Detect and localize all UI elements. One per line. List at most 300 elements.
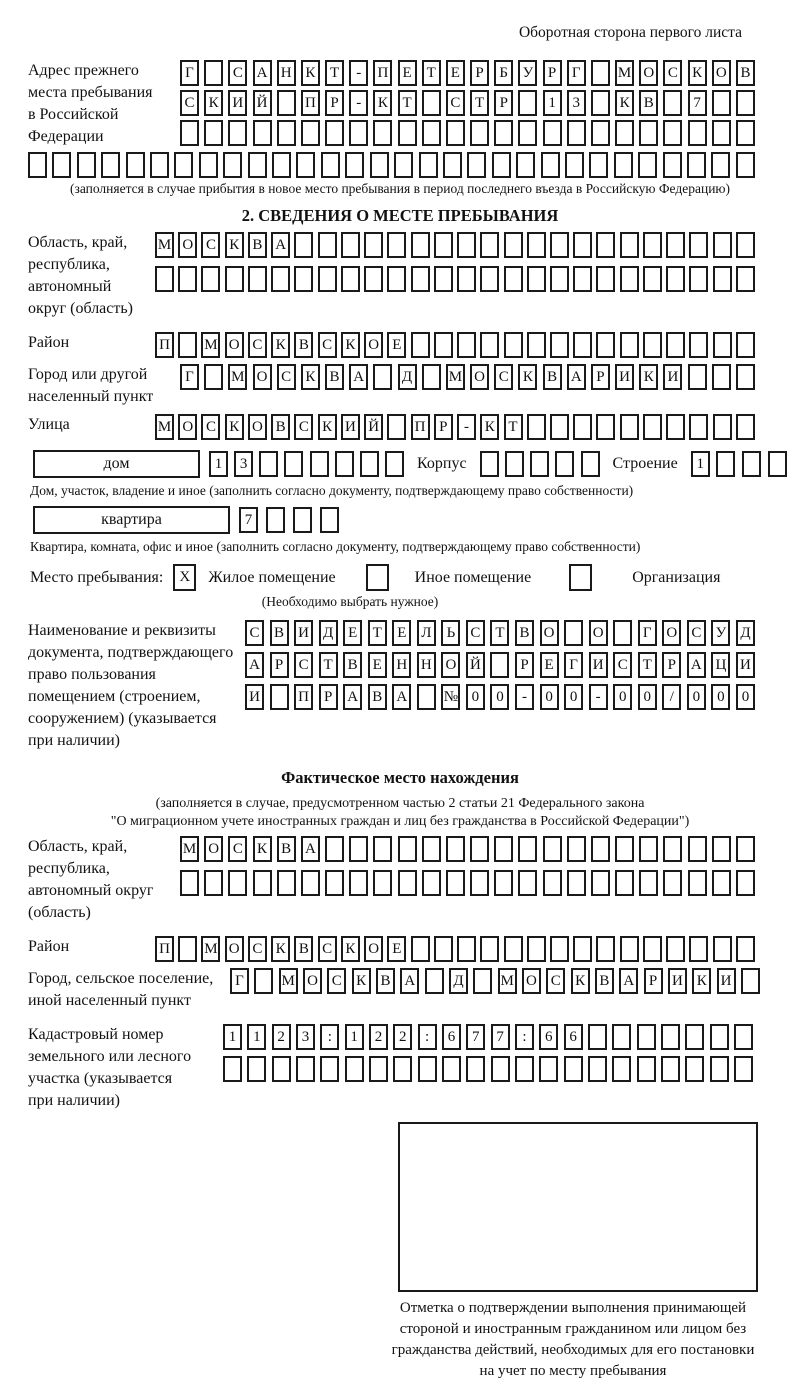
char-box[interactable] [666,232,685,258]
char-box[interactable] [637,1056,656,1082]
char-box[interactable] [541,152,560,178]
char-box[interactable] [411,232,430,258]
char-box[interactable]: К [225,414,244,440]
char-box[interactable]: № [441,684,460,710]
char-box[interactable] [492,152,511,178]
char-box[interactable] [434,266,453,292]
char-box[interactable]: С [327,968,346,994]
char-box[interactable] [398,120,417,146]
char-box[interactable] [228,870,247,896]
char-box[interactable] [550,232,569,258]
char-box[interactable] [639,120,658,146]
char-box[interactable]: А [301,836,320,862]
char-box[interactable] [736,332,755,358]
char-box[interactable] [335,451,354,477]
char-box[interactable] [373,364,392,390]
char-box[interactable] [446,120,465,146]
char-box[interactable] [688,120,707,146]
char-box[interactable]: Г [564,652,583,678]
char-box[interactable] [612,1024,631,1050]
char-box[interactable] [178,266,197,292]
char-box[interactable] [734,1024,753,1050]
char-box[interactable]: Р [319,684,338,710]
char-box[interactable] [543,836,562,862]
char-box[interactable] [341,232,360,258]
char-box[interactable] [434,332,453,358]
char-box[interactable] [573,266,592,292]
char-box[interactable] [663,90,682,116]
char-box[interactable] [491,1056,510,1082]
char-box[interactable] [320,507,339,533]
char-box[interactable]: Е [387,936,406,962]
char-box[interactable] [294,266,313,292]
char-box[interactable] [713,332,732,358]
char-box[interactable]: С [180,90,199,116]
char-box[interactable]: В [736,60,755,86]
char-box[interactable] [467,152,486,178]
char-box[interactable]: П [155,936,174,962]
char-box[interactable] [446,836,465,862]
char-box[interactable]: Д [449,968,468,994]
char-box[interactable]: 1 [223,1024,242,1050]
char-box[interactable]: - [457,414,476,440]
char-box[interactable]: О [639,60,658,86]
char-box[interactable] [518,120,537,146]
char-box[interactable] [373,836,392,862]
char-box[interactable]: Е [392,620,411,646]
char-box[interactable]: 6 [564,1024,583,1050]
char-box[interactable]: 3 [296,1024,315,1050]
char-box[interactable] [527,414,546,440]
char-box[interactable]: И [615,364,634,390]
char-box[interactable]: : [418,1024,437,1050]
char-box[interactable]: О [589,620,608,646]
char-box[interactable] [643,232,662,258]
char-box[interactable]: К [692,968,711,994]
char-box[interactable]: 7 [491,1024,510,1050]
char-box[interactable] [470,836,489,862]
char-box[interactable] [539,1056,558,1082]
char-box[interactable] [341,266,360,292]
char-box[interactable]: Т [368,620,387,646]
char-box[interactable]: Й [253,90,272,116]
char-box[interactable] [666,266,685,292]
char-box[interactable]: К [518,364,537,390]
char-box[interactable]: Т [398,90,417,116]
char-box[interactable]: А [253,60,272,86]
char-box[interactable] [596,936,615,962]
char-box[interactable] [768,451,787,477]
char-box[interactable]: 1 [345,1024,364,1050]
char-box[interactable]: М [615,60,634,86]
char-box[interactable] [620,332,639,358]
char-box[interactable] [373,120,392,146]
char-box[interactable] [398,870,417,896]
char-box[interactable]: И [663,364,682,390]
char-box[interactable]: Г [180,60,199,86]
char-box[interactable] [573,332,592,358]
char-box[interactable]: Е [343,620,362,646]
char-box[interactable]: Е [446,60,465,86]
char-box[interactable]: С [201,414,220,440]
char-box[interactable]: 1 [247,1024,266,1050]
char-box[interactable] [567,870,586,896]
char-box[interactable]: П [155,332,174,358]
char-box[interactable] [567,120,586,146]
char-box[interactable]: Т [490,620,509,646]
char-box[interactable] [688,836,707,862]
char-box[interactable] [204,364,223,390]
char-box[interactable]: М [228,364,247,390]
char-box[interactable] [543,870,562,896]
char-box[interactable]: Е [398,60,417,86]
char-box[interactable] [248,266,267,292]
char-box[interactable] [689,332,708,358]
char-box[interactable]: А [343,684,362,710]
char-box[interactable]: О [204,836,223,862]
char-box[interactable]: Ь [441,620,460,646]
char-box[interactable] [490,652,509,678]
char-box[interactable] [550,936,569,962]
char-box[interactable]: Е [387,332,406,358]
char-box[interactable]: С [248,936,267,962]
char-box[interactable] [178,936,197,962]
char-box[interactable] [555,451,574,477]
char-box[interactable] [527,232,546,258]
char-box[interactable] [320,1056,339,1082]
char-box[interactable]: К [225,232,244,258]
char-box[interactable] [518,870,537,896]
char-box[interactable] [443,152,462,178]
char-box[interactable]: Т [470,90,489,116]
char-box[interactable]: 0 [687,684,706,710]
char-box[interactable] [685,1024,704,1050]
char-box[interactable]: 0 [490,684,509,710]
char-box[interactable] [364,232,383,258]
char-box[interactable]: О [712,60,731,86]
char-box[interactable]: Д [398,364,417,390]
char-box[interactable]: К [615,90,634,116]
char-box[interactable] [349,870,368,896]
char-box[interactable]: К [373,90,392,116]
char-box[interactable] [596,414,615,440]
char-box[interactable] [639,870,658,896]
char-box[interactable]: О [364,332,383,358]
char-box[interactable]: 7 [688,90,707,116]
char-box[interactable] [564,620,583,646]
char-box[interactable] [296,1056,315,1082]
char-box[interactable] [425,968,444,994]
char-box[interactable] [310,451,329,477]
char-box[interactable]: В [368,684,387,710]
char-box[interactable]: Р [543,60,562,86]
char-box[interactable]: К [480,414,499,440]
char-box[interactable] [736,232,755,258]
char-box[interactable] [248,152,267,178]
char-box[interactable] [661,1024,680,1050]
char-box[interactable]: 0 [466,684,485,710]
char-box[interactable] [422,90,441,116]
char-box[interactable] [457,936,476,962]
char-box[interactable] [442,1056,461,1082]
char-box[interactable] [434,232,453,258]
char-box[interactable]: Е [368,652,387,678]
char-box[interactable]: / [662,684,681,710]
char-box[interactable] [663,152,682,178]
char-box[interactable]: А [245,652,264,678]
char-box[interactable]: И [228,90,247,116]
char-box[interactable]: А [349,364,368,390]
char-box[interactable]: С [446,90,465,116]
checkbox-organization[interactable] [569,564,592,591]
char-box[interactable]: : [320,1024,339,1050]
char-box[interactable] [301,120,320,146]
char-box[interactable]: О [441,652,460,678]
char-box[interactable]: Н [392,652,411,678]
char-box[interactable]: Й [466,652,485,678]
char-box[interactable]: И [736,652,755,678]
char-box[interactable]: В [543,364,562,390]
char-box[interactable] [716,451,735,477]
char-box[interactable] [736,936,755,962]
apartment-field-box[interactable] [33,506,230,534]
char-box[interactable]: С [228,60,247,86]
char-box[interactable] [588,1056,607,1082]
char-box[interactable] [688,364,707,390]
char-box[interactable] [596,232,615,258]
char-box[interactable]: С [245,620,264,646]
char-box[interactable]: Й [364,414,383,440]
char-box[interactable] [411,332,430,358]
char-box[interactable] [591,120,610,146]
char-box[interactable] [369,1056,388,1082]
char-box[interactable] [480,266,499,292]
char-box[interactable] [457,232,476,258]
char-box[interactable] [712,870,731,896]
char-box[interactable]: К [253,836,272,862]
char-box[interactable]: Б [494,60,513,86]
char-box[interactable]: 0 [613,684,632,710]
char-box[interactable] [398,836,417,862]
char-box[interactable] [296,152,315,178]
char-box[interactable] [711,152,730,178]
char-box[interactable]: К [639,364,658,390]
char-box[interactable]: 0 [638,684,657,710]
char-box[interactable] [663,120,682,146]
char-box[interactable]: Т [504,414,523,440]
char-box[interactable] [588,1024,607,1050]
char-box[interactable]: В [343,652,362,678]
char-box[interactable]: 1 [209,451,228,477]
char-box[interactable]: Р [494,90,513,116]
char-box[interactable] [394,152,413,178]
char-box[interactable]: М [498,968,517,994]
char-box[interactable] [349,120,368,146]
char-box[interactable] [321,152,340,178]
char-box[interactable]: Д [736,620,755,646]
char-box[interactable]: А [687,652,706,678]
char-box[interactable]: И [341,414,360,440]
char-box[interactable]: В [376,968,395,994]
char-box[interactable] [417,684,436,710]
char-box[interactable] [638,152,657,178]
char-box[interactable] [126,152,145,178]
char-box[interactable]: С [663,60,682,86]
char-box[interactable] [199,152,218,178]
char-box[interactable] [387,414,406,440]
char-box[interactable] [564,1056,583,1082]
char-box[interactable]: С [318,332,337,358]
char-box[interactable] [713,266,732,292]
char-box[interactable] [527,936,546,962]
house-field-box[interactable] [33,450,200,478]
char-box[interactable]: 1 [543,90,562,116]
char-box[interactable]: К [271,936,290,962]
char-box[interactable] [272,152,291,178]
char-box[interactable] [419,152,438,178]
char-box[interactable]: И [294,620,313,646]
char-box[interactable] [370,152,389,178]
char-box[interactable]: Т [325,60,344,86]
char-box[interactable]: - [515,684,534,710]
char-box[interactable] [494,836,513,862]
char-box[interactable]: О [225,332,244,358]
char-box[interactable]: К [204,90,223,116]
char-box[interactable] [543,120,562,146]
char-box[interactable]: К [341,936,360,962]
char-box[interactable]: В [248,232,267,258]
char-box[interactable] [345,1056,364,1082]
char-box[interactable] [710,1056,729,1082]
char-box[interactable]: О [178,414,197,440]
char-box[interactable] [434,936,453,962]
char-box[interactable] [504,936,523,962]
char-box[interactable]: В [515,620,534,646]
char-box[interactable] [713,936,732,962]
char-box[interactable]: С [546,968,565,994]
char-box[interactable] [620,936,639,962]
char-box[interactable]: А [271,232,290,258]
char-box[interactable] [155,266,174,292]
char-box[interactable]: 3 [567,90,586,116]
char-box[interactable] [180,120,199,146]
char-box[interactable]: В [277,836,296,862]
char-box[interactable]: Л [417,620,436,646]
char-box[interactable]: Н [417,652,436,678]
char-box[interactable]: И [668,968,687,994]
char-box[interactable]: - [589,684,608,710]
char-box[interactable] [277,120,296,146]
char-box[interactable] [422,120,441,146]
char-box[interactable] [470,870,489,896]
char-box[interactable]: С [294,652,313,678]
char-box[interactable]: С [494,364,513,390]
char-box[interactable]: Р [591,364,610,390]
char-box[interactable] [271,266,290,292]
char-box[interactable] [527,266,546,292]
char-box[interactable] [550,414,569,440]
char-box[interactable] [480,451,499,477]
char-box[interactable] [325,120,344,146]
char-box[interactable]: М [446,364,465,390]
char-box[interactable] [663,870,682,896]
char-box[interactable] [736,364,755,390]
char-box[interactable] [613,620,632,646]
char-box[interactable]: 2 [369,1024,388,1050]
char-box[interactable]: 3 [234,451,253,477]
char-box[interactable] [736,152,755,178]
char-box[interactable] [178,332,197,358]
char-box[interactable]: 1 [691,451,710,477]
char-box[interactable] [270,684,289,710]
char-box[interactable] [550,266,569,292]
char-box[interactable] [422,364,441,390]
char-box[interactable] [515,1056,534,1082]
char-box[interactable]: П [411,414,430,440]
char-box[interactable]: Д [319,620,338,646]
char-box[interactable] [223,1056,242,1082]
char-box[interactable] [666,414,685,440]
char-box[interactable] [457,266,476,292]
char-box[interactable]: О [522,968,541,994]
char-box[interactable]: Р [325,90,344,116]
char-box[interactable]: О [364,936,383,962]
char-box[interactable]: А [619,968,638,994]
char-box[interactable] [550,332,569,358]
char-box[interactable]: С [248,332,267,358]
char-box[interactable] [620,266,639,292]
char-box[interactable] [591,60,610,86]
char-box[interactable] [174,152,193,178]
char-box[interactable]: Р [515,652,534,678]
char-box[interactable]: Г [567,60,586,86]
char-box[interactable] [225,266,244,292]
char-box[interactable] [573,232,592,258]
char-box[interactable] [349,836,368,862]
char-box[interactable]: Т [422,60,441,86]
char-box[interactable] [480,232,499,258]
char-box[interactable]: О [178,232,197,258]
char-box[interactable] [494,870,513,896]
checkbox-residential[interactable]: X [173,564,196,591]
char-box[interactable] [266,507,285,533]
char-box[interactable] [612,1056,631,1082]
char-box[interactable] [710,1024,729,1050]
char-box[interactable] [581,451,600,477]
char-box[interactable] [567,836,586,862]
char-box[interactable]: К [271,332,290,358]
char-box[interactable]: Г [230,968,249,994]
char-box[interactable]: К [571,968,590,994]
char-box[interactable]: А [400,968,419,994]
char-box[interactable]: П [373,60,392,86]
char-box[interactable] [466,1056,485,1082]
char-box[interactable] [637,1024,656,1050]
char-box[interactable] [643,414,662,440]
char-box[interactable] [204,120,223,146]
char-box[interactable]: М [201,936,220,962]
char-box[interactable]: : [515,1024,534,1050]
char-box[interactable] [385,451,404,477]
char-box[interactable]: О [540,620,559,646]
char-box[interactable] [393,1056,412,1082]
char-box[interactable] [247,1056,266,1082]
char-box[interactable] [589,152,608,178]
char-box[interactable]: 0 [736,684,755,710]
char-box[interactable]: О [303,968,322,994]
char-box[interactable] [480,936,499,962]
char-box[interactable]: У [518,60,537,86]
